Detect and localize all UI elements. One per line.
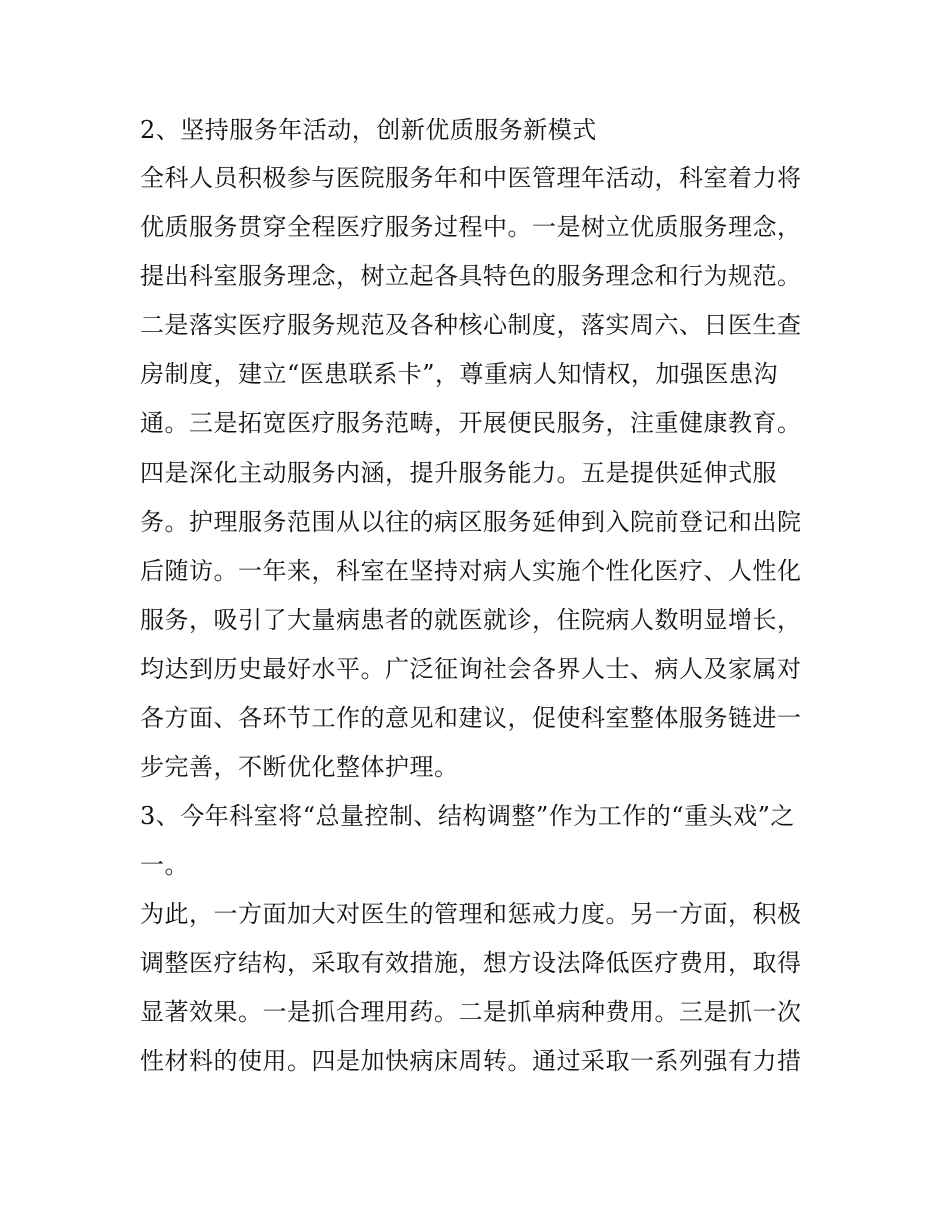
section-heading: 2、坚持服务年活动，创新优质服务新模式 — [140, 116, 597, 144]
text-line: 四是深化主动服务内涵，提升服务能力。五是提供延伸式服 — [140, 459, 777, 487]
text-line: 步完善，不断优化整体护理。 — [140, 753, 459, 781]
text-line: 二是落实医疗服务规范及各种核心制度，落实周六、日医生查 — [140, 311, 802, 339]
text-line: 均达到历史最好水平。广泛征询社会各界人士、病人及家属对 — [140, 655, 802, 683]
text-line: 各方面、各环节工作的意见和建议，促使科室整体服务链进一 — [140, 704, 802, 732]
text-line: 服务，吸引了大量病患者的就医就诊，住院病人数明显增长， — [140, 606, 802, 634]
text-line: 务。护理服务范围从以往的病区服务延伸到入院前登记和出院 — [140, 508, 802, 536]
text-line: 显著效果。一是抓合理用药。二是抓单病种费用。三是抓一次 — [140, 998, 802, 1026]
text-line: 优质服务贯穿全程医疗服务过程中。一是树立优质服务理念， — [140, 213, 802, 241]
text-line: 提出科室服务理念，树立起各具特色的服务理念和行为规范。 — [140, 262, 802, 290]
text-line: 一。 — [140, 851, 189, 879]
text-line: 为此，一方面加大对医生的管理和惩戒力度。另一方面，积极 — [140, 900, 802, 928]
text-line: 通。三是拓宽医疗服务范畴，开展便民服务，注重健康教育。 — [140, 409, 802, 437]
text-line: 后随访。一年来，科室在坚持对病人实施个性化医疗、人性化 — [140, 557, 802, 585]
section-heading: 3、今年科室将“总量控制、结构调整”作为工作的“重头戏”之 — [140, 802, 795, 830]
text-line: 调整医疗结构，采取有效措施，想方设法降低医疗费用，取得 — [140, 949, 802, 977]
text-line: 全科人员积极参与医院服务年和中医管理年活动，科室着力将 — [140, 164, 802, 192]
text-line: 房制度，建立“医患联系卡”，尊重病人知情权，加强医患沟 — [140, 360, 779, 388]
text-line: 性材料的使用。四是加快病床周转。通过采取一系列强有力措 — [140, 1047, 802, 1075]
